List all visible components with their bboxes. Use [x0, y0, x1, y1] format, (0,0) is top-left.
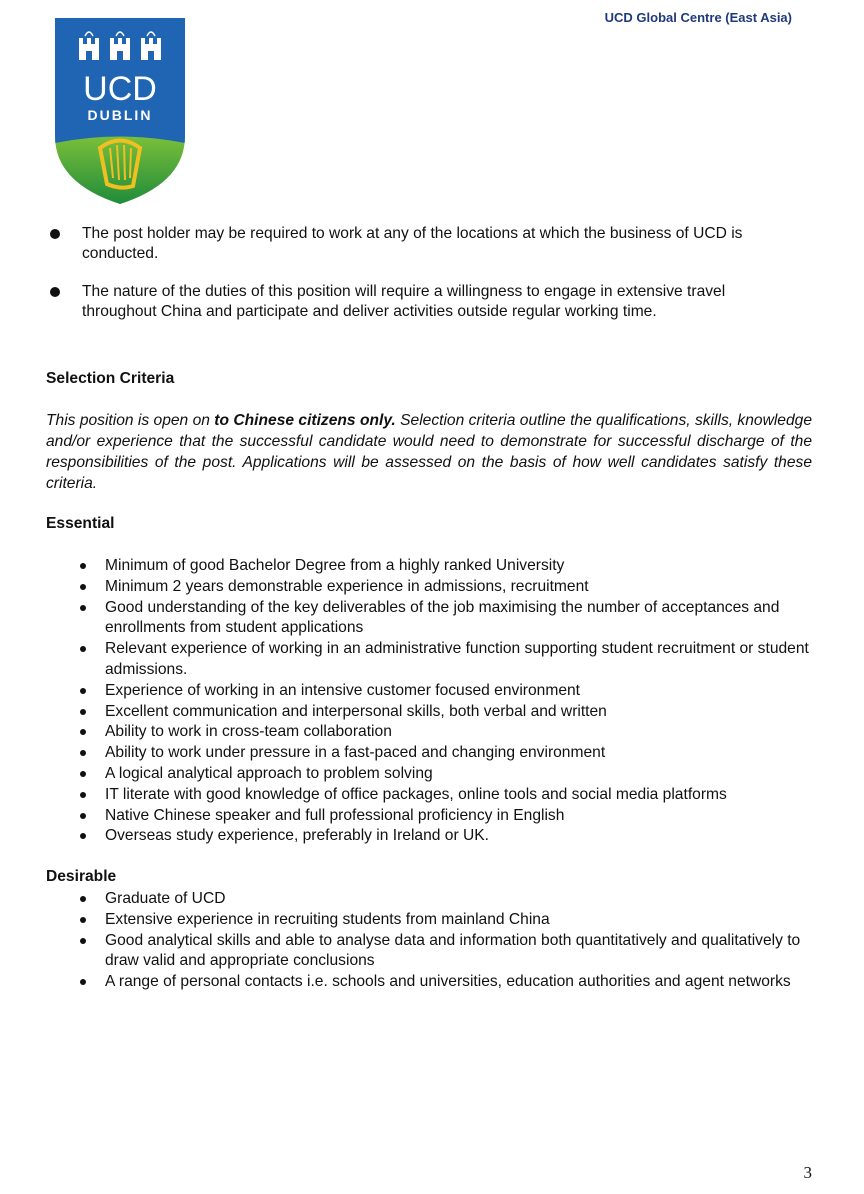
- bullet-icon: [80, 605, 86, 611]
- bullet-icon: [80, 771, 86, 777]
- list-item: Graduate of UCD: [80, 889, 814, 910]
- list-item: Overseas study experience, preferably in Ireland or UK.: [80, 826, 814, 847]
- bullet-icon: [80, 813, 86, 819]
- duty-notes-list: [46, 224, 786, 340]
- selection-intro: This position is open on to Chinese citizens only. Selection criteria outline the qualifications, skills, knowledge and/or experience that the successful candidate would need to demonstrate for successful discharge of the responsibilities of the post. Applications will be assessed on the basis of how well candidates satisfy these criteria.: [46, 412, 812, 492]
- list-item: Minimum 2 years demonstrable experience in admissions, recruitment: [80, 577, 814, 598]
- bullet-icon: [80, 709, 86, 715]
- bullet-icon: [50, 287, 60, 297]
- list-item: Relevant experience of working in an administrative function supporting student recruitment or student admissions.: [80, 639, 814, 681]
- list-item: Native Chinese speaker and full professional proficiency in English: [80, 806, 814, 827]
- list-item: The post holder may be required to work at any of the locations at which the business of UCD is conducted.: [46, 224, 786, 264]
- bullet-icon: [80, 917, 86, 923]
- bullet-icon: [50, 229, 60, 239]
- bullet-icon: [80, 896, 86, 902]
- bullet-icon: [80, 729, 86, 735]
- desirable-heading: Desirable: [46, 868, 117, 885]
- bullet-icon: [80, 563, 86, 569]
- essential-list: [80, 556, 814, 847]
- bullet-icon: [80, 646, 86, 652]
- header-organization: UCD Global Centre (East Asia): [604, 10, 792, 25]
- bullet-icon: [80, 688, 86, 694]
- logo-text-dublin: DUBLIN: [87, 107, 153, 123]
- bullet-icon: [80, 979, 86, 985]
- bullet-icon: [80, 833, 86, 839]
- page-number: 3: [803, 1163, 812, 1182]
- list-item: A range of personal contacts i.e. schools and universities, education authorities and agent networks: [80, 972, 814, 993]
- selection-criteria-heading: Selection Criteria: [46, 370, 175, 387]
- list-item: The nature of the duties of this position will require a willingness to engage in extensive travel throughout China and participate and deliver activities outside regular working time.: [46, 282, 786, 322]
- desirable-list: [80, 889, 814, 993]
- list-item: Ability to work in cross-team collaboration: [80, 722, 814, 743]
- bullet-icon: [80, 584, 86, 590]
- list-item: Good understanding of the key deliverables of the job maximising the number of acceptances and enrollments from student applications: [80, 598, 814, 640]
- logo-text-ucd: UCD: [83, 70, 157, 108]
- list-item: IT literate with good knowledge of office packages, online tools and social media platforms: [80, 785, 814, 806]
- list-item: Extensive experience in recruiting students from mainland China: [80, 910, 814, 931]
- list-item: A logical analytical approach to problem solving: [80, 764, 814, 785]
- list-item: Minimum of good Bachelor Degree from a highly ranked University: [80, 556, 814, 577]
- list-item: Experience of working in an intensive customer focused environment: [80, 681, 814, 702]
- bullet-icon: [80, 938, 86, 944]
- list-item: Excellent communication and interpersonal skills, both verbal and written: [80, 702, 814, 723]
- bullet-icon: [80, 792, 86, 798]
- ucd-logo: [55, 18, 185, 204]
- bullet-icon: [80, 750, 86, 756]
- essential-heading: Essential: [46, 515, 115, 532]
- list-item: Ability to work under pressure in a fast-paced and changing environment: [80, 743, 814, 764]
- list-item: Good analytical skills and able to analyse data and information both quantitatively and qualitatively to draw valid and appropriate conclusions: [80, 931, 814, 973]
